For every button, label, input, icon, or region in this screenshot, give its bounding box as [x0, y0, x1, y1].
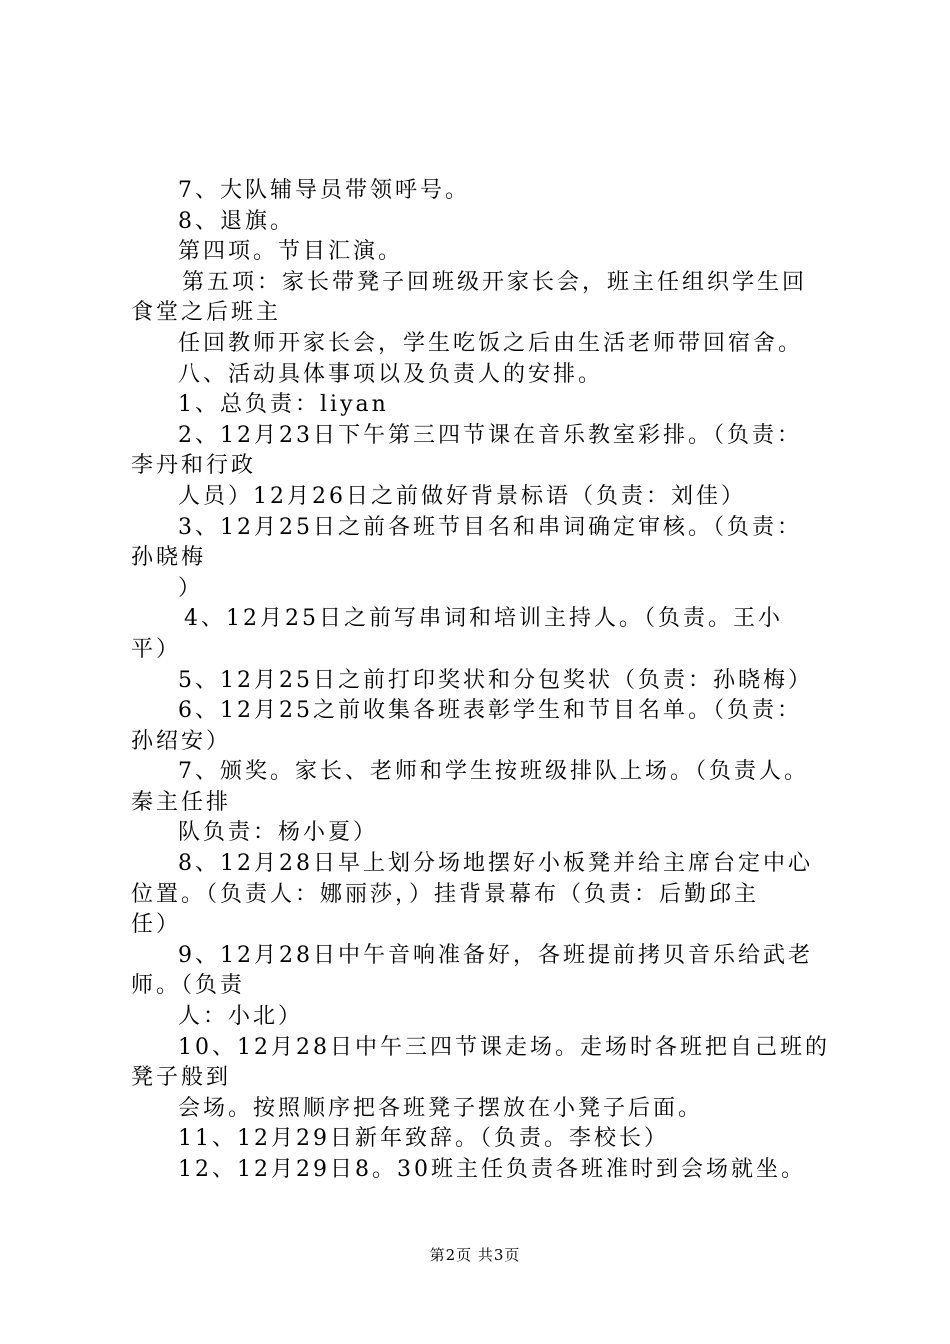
document-line: 队负责：杨小夏）: [178, 820, 379, 846]
document-line: 9、12月28日中午音响准备好，各班提前拷贝音乐给武老: [178, 942, 813, 968]
document-line: 4、12月25日之前写串词和培训主持人。（负责。王小: [184, 606, 783, 632]
document-line: 凳子般到: [131, 1065, 232, 1091]
document-line: 孙晓梅: [131, 545, 207, 571]
document-line: 师。（负责: [131, 973, 246, 999]
document-line: 8、12月28日早上划分场地摆好小板凳并给主席台定中心: [178, 851, 813, 877]
document-line: 任）: [131, 912, 182, 938]
document-line: ）: [178, 575, 204, 601]
document-line: 第五项：家长带凳子回班级开家长会，班主任组织学生回: [182, 269, 808, 295]
document-line: 7、颁奖。家长、老师和学生按班级排队上场。（负责人。: [178, 759, 809, 785]
document-line: 人员）12月26日之前做好背景标语（负责：刘佳）: [178, 483, 746, 509]
document-line: 7、大队辅导员带领呼号。: [178, 178, 470, 203]
document-line: 8、退旗。: [178, 208, 295, 234]
document-line: 平）: [131, 636, 182, 662]
document-line: 11、12月29日新年致辞。（负责。李校长）: [178, 1126, 669, 1152]
document-line: 1、总负责：liyan: [178, 392, 389, 418]
document-line: 任回教师开家长会，学生吃饭之后由生活老师带回宿舍。: [178, 330, 804, 356]
document-line: 李丹和行政: [131, 453, 257, 479]
document-body: [131, 176, 831, 1186]
document-line: 秦主任排: [131, 789, 232, 815]
document-line: 5、12月25日之前打印奖状和分包奖状（负责：孙晓梅）: [178, 667, 813, 693]
document-line: 八、活动具体事项以及负责人的安排。: [178, 361, 604, 387]
document-line: 会场。按照顺序把各班凳子摆放在小凳子后面。: [178, 1095, 704, 1121]
document-line: 2、12月23日下午第三四节课在音乐教室彩排。（负责：: [178, 422, 802, 448]
document-line: 第四项。节目汇演。: [178, 239, 404, 265]
page-footer: 第2页 共3页: [429, 1246, 521, 1264]
document-line: 3、12月25日之前各班节目名和串词确定审核。（负责：: [178, 514, 802, 540]
document-line: 6、12月25之前收集各班表彰学生和节目名单。（负责：: [178, 698, 802, 724]
document-line: 12、12月29日8。30班主任负责各班准时到会场就坐。: [178, 1157, 806, 1182]
document-line: 孙绍安）: [131, 728, 232, 754]
document-line: 食堂之后班主: [131, 300, 282, 326]
document-line: 位置。（负责人：娜丽莎，）挂背景幕布（负责：后勤邱主: [131, 881, 760, 907]
document-line: 10、12月28日中午三四节课走场。走场时各班把自己班的: [178, 1034, 830, 1060]
document-line: 人：小北）: [178, 1004, 304, 1030]
